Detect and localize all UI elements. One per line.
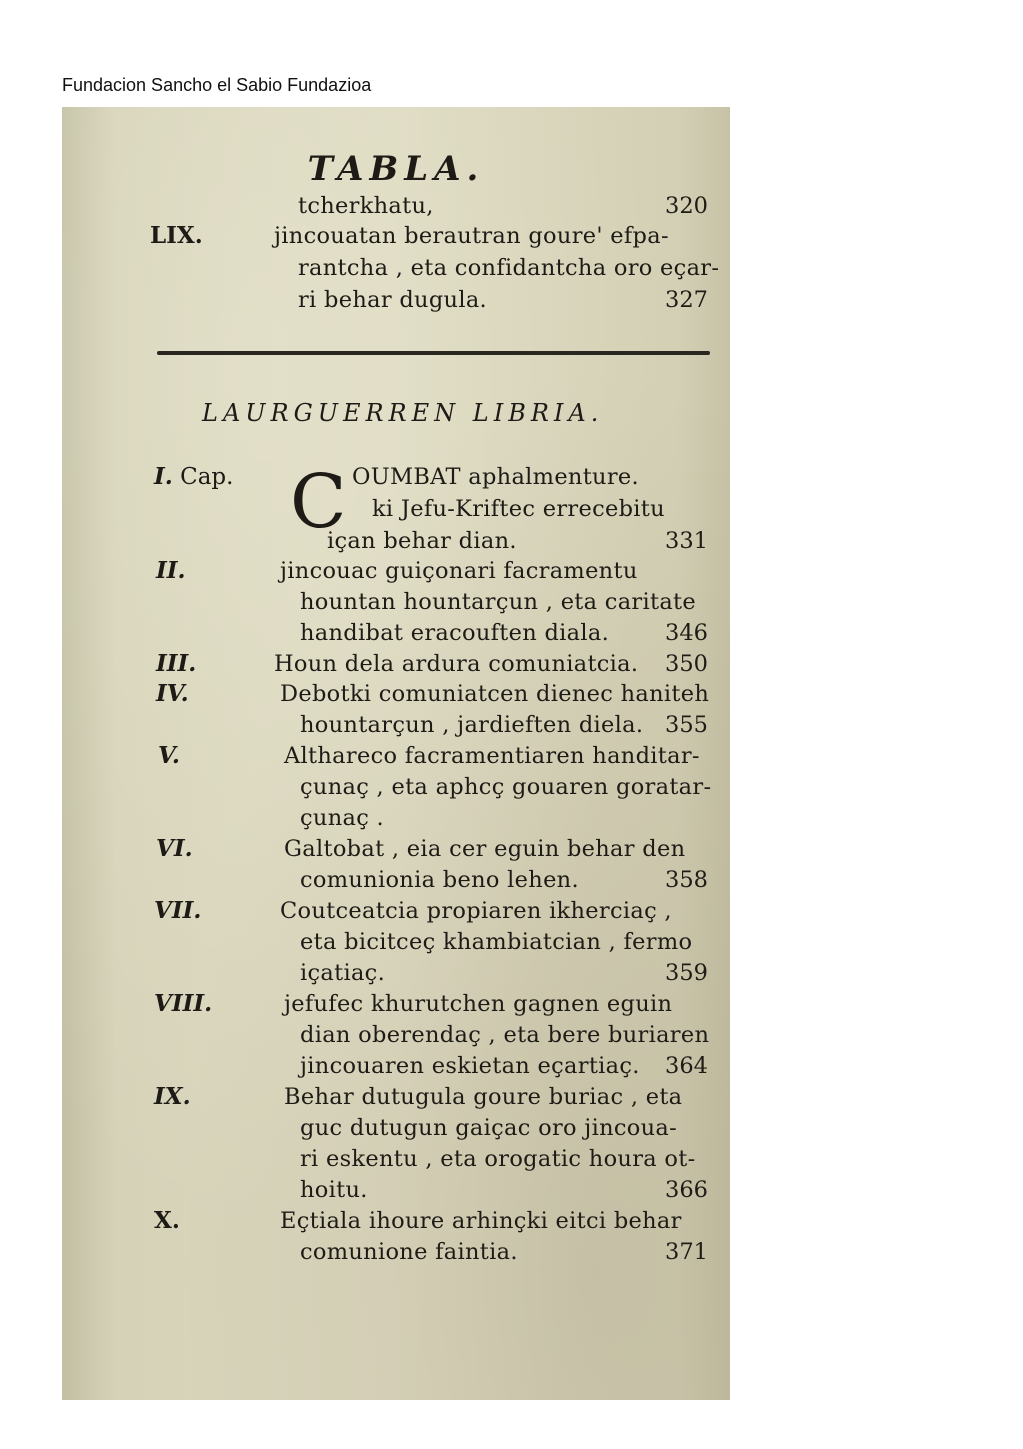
toc-line: çunaç .: [300, 805, 385, 831]
page-number: 350: [665, 651, 708, 677]
toc-line: ri eskentu , eta orogatic houra ot-: [300, 1146, 696, 1172]
toc-line: jincouaren eskietan eçartiaç.: [300, 1053, 640, 1079]
toc-line: eta bicitceç khambiatcian , fermo: [300, 929, 693, 955]
chapter-word: Cap.: [180, 464, 234, 490]
toc-line: handibat eracouften diala.: [300, 620, 610, 646]
page-number: 331: [665, 528, 708, 554]
toc-line: çunaç , eta aphcç gouaren goratar-: [300, 774, 712, 800]
chapter-numeral: IV.: [156, 680, 189, 707]
chapter-numeral: I.: [154, 463, 173, 490]
page-number: 358: [665, 867, 708, 893]
chapter-numeral: VIII.: [154, 990, 213, 1017]
toc-line: jincouac guiçonari facramentu: [280, 558, 638, 584]
chapter-label: [154, 462, 233, 492]
page-number: 371: [665, 1239, 708, 1265]
chapter-numeral: X.: [154, 1207, 180, 1234]
toc-line: Houn dela ardura comuniatcia.: [274, 651, 639, 677]
toc-line: Althareco facramentiaren handitar-: [284, 743, 700, 769]
toc-line: hountan hountarçun , eta caritate: [300, 589, 696, 615]
toc-line: hountarçun , jardieften diela.: [300, 712, 644, 738]
chapter-numeral: II.: [156, 557, 186, 584]
page-number: 359: [665, 960, 708, 986]
toc-line: guc dutugun gaiçac oro jincoua-: [300, 1115, 678, 1141]
page-number: 364: [665, 1053, 708, 1079]
chapter-numeral: VII.: [154, 897, 202, 924]
scanned-book-page: [62, 107, 730, 1400]
toc-line: ri behar dugula.: [298, 287, 487, 313]
horizontal-rule: [157, 351, 710, 355]
chapter-numeral: IX.: [154, 1083, 191, 1110]
page-number: 366: [665, 1177, 708, 1203]
toc-line: tcherkhatu,: [298, 193, 434, 219]
toc-line: comunionia beno lehen.: [300, 867, 579, 893]
toc-line: rantcha , eta confidantcha oro eçar-: [298, 255, 720, 281]
chapter-numeral: III.: [156, 650, 197, 677]
toc-line: Galtobat , eia cer eguin behar den: [284, 836, 686, 862]
toc-line: jincouatan berautran goure' efpa-: [274, 223, 669, 249]
toc-line: comunione faintia.: [300, 1239, 518, 1265]
chapter-numeral: LIX.: [150, 222, 203, 249]
chapter-numeral: V.: [158, 742, 180, 769]
toc-line: hoitu.: [300, 1177, 368, 1203]
page-title: TABLA.: [307, 149, 485, 189]
page-number: 327: [665, 287, 708, 313]
page-number: 320: [665, 193, 708, 219]
toc-line: içatiaç.: [300, 960, 386, 986]
toc-line: jefufec khurutchen gagnen eguin: [284, 991, 673, 1017]
toc-line: Coutceatcia propiaren ikherciaç ,: [280, 898, 672, 924]
toc-line: içan behar dian.: [327, 528, 517, 554]
chapter-numeral: VI.: [156, 835, 193, 862]
section-title: LAURGUERREN LIBRIA.: [202, 399, 604, 427]
document-header: Fundacion Sancho el Sabio Fundazioa: [62, 75, 372, 95]
page-number: 346: [665, 620, 708, 646]
toc-line: Debotki comuniatcen dienec haniteh: [280, 681, 710, 707]
toc-line: dian oberendaç , eta bere buriaren: [300, 1022, 710, 1048]
toc-line: ki Jefu-Kriftec errecebitu: [372, 496, 665, 522]
toc-line: Eçtiala ihoure arhinçki eitci behar: [280, 1208, 682, 1234]
page-number: 355: [665, 712, 708, 738]
toc-line: OUMBAT aphalmenture.: [352, 464, 639, 490]
toc-line: Behar dutugula goure buriac , eta: [284, 1084, 683, 1110]
drop-cap: C: [290, 459, 347, 545]
